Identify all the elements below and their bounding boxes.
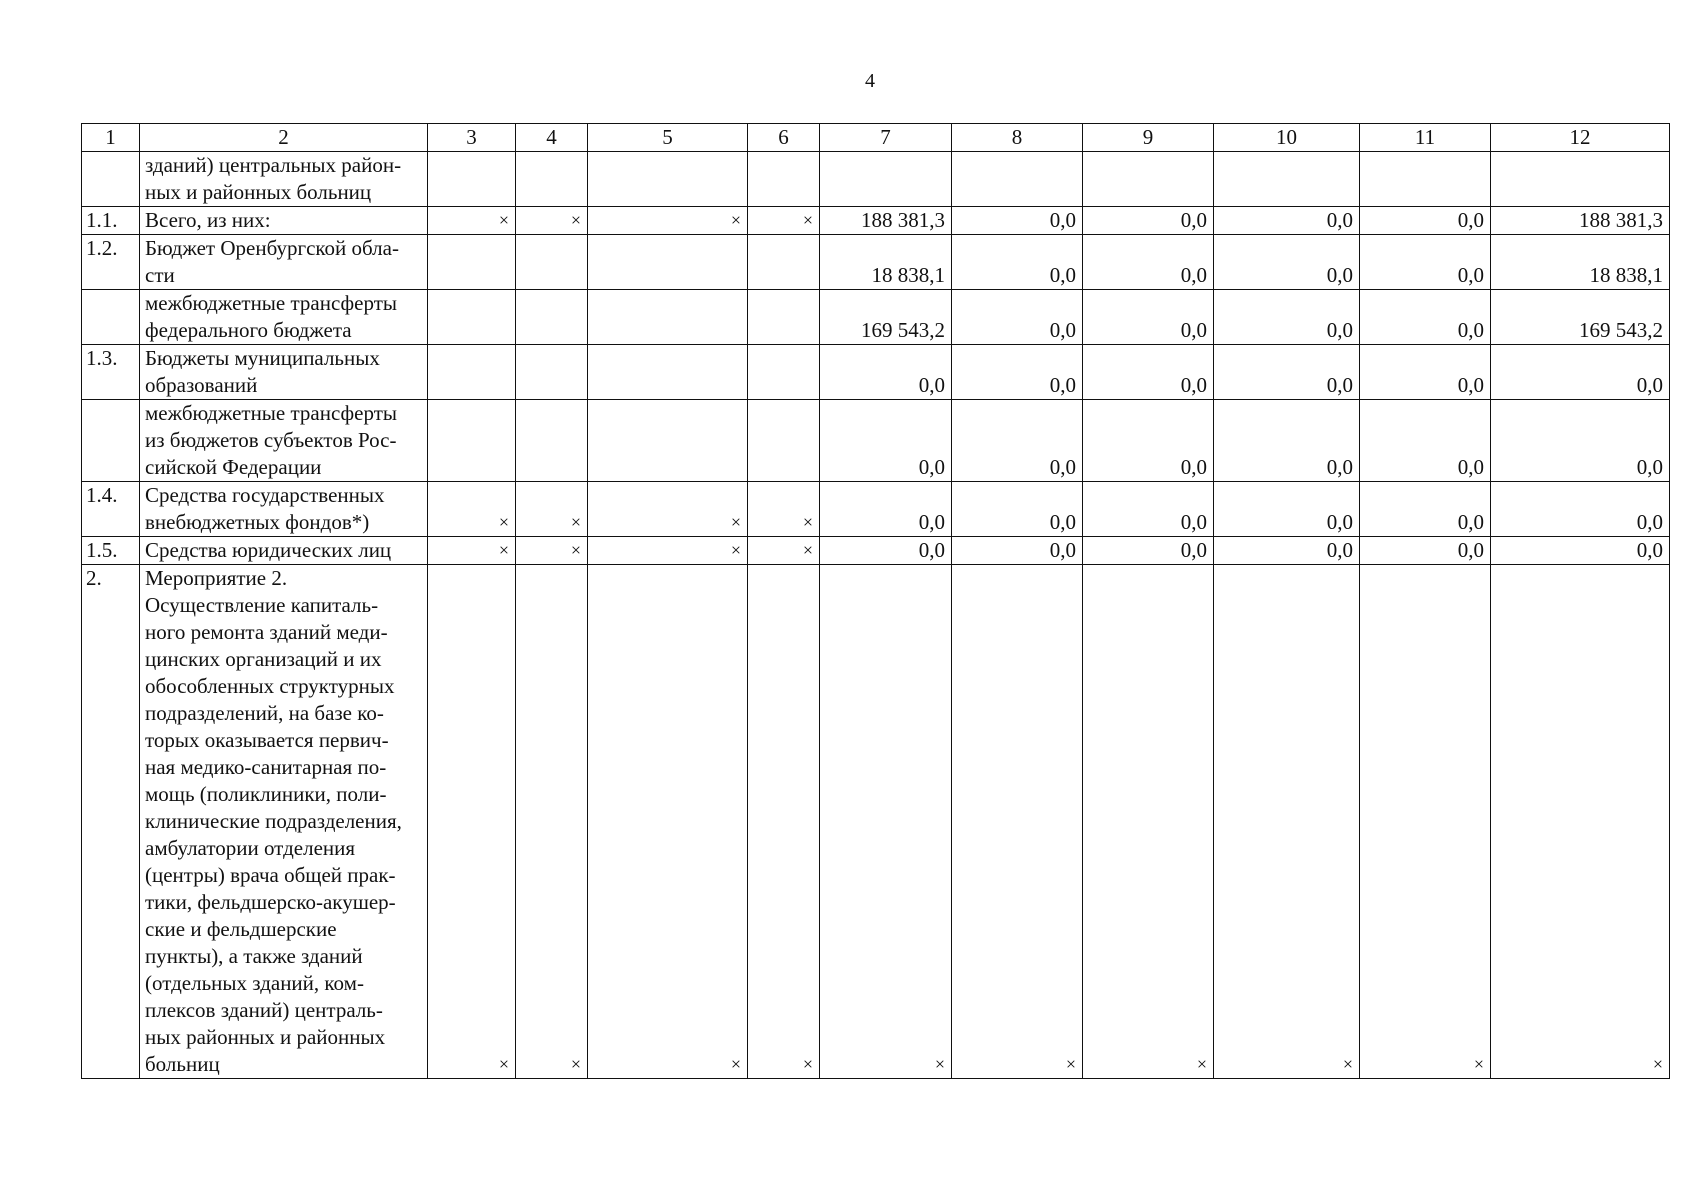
column-header: 3 (428, 124, 516, 152)
table-row (82, 235, 1670, 290)
row-number: 1.2. (82, 235, 140, 290)
column-header: 10 (1214, 124, 1360, 152)
value-cell: × (516, 565, 588, 1079)
value-cell: 0,0 (1214, 482, 1360, 537)
row-name-line: Мероприятие 2. (145, 566, 288, 590)
value-cell: × (428, 565, 516, 1079)
column-header: 9 (1083, 124, 1214, 152)
row-number (82, 400, 140, 482)
row-name-line: Средства государственных (145, 483, 385, 507)
value-cell: 169 543,2 (1491, 290, 1670, 345)
value-cell (1491, 152, 1670, 207)
value-cell: × (588, 537, 748, 565)
row-number: 1.1. (82, 207, 140, 235)
value-cell: 18 838,1 (1491, 235, 1670, 290)
value-cell: × (588, 207, 748, 235)
value-cell: 0,0 (1083, 537, 1214, 565)
value-cell: × (952, 565, 1083, 1079)
value-cell: 0,0 (820, 400, 952, 482)
table-row (82, 207, 1670, 235)
value-cell: 188 381,3 (1491, 207, 1670, 235)
value-cell: 0,0 (1214, 290, 1360, 345)
column-header: 12 (1491, 124, 1670, 152)
row-name (140, 565, 428, 1079)
row-name-line: (центры) врача общей прак- (145, 863, 396, 887)
column-header: 8 (952, 124, 1083, 152)
row-name-line: тики, фельдшерско-акушер- (145, 890, 396, 914)
value-cell: 0,0 (952, 537, 1083, 565)
row-name-line: торых оказывается первич- (145, 728, 389, 752)
value-cell (516, 152, 588, 207)
column-header: 4 (516, 124, 588, 152)
value-cell: 0,0 (1491, 345, 1670, 400)
value-cell: × (588, 482, 748, 537)
value-cell: × (588, 565, 748, 1079)
value-cell: × (748, 537, 820, 565)
value-cell: × (516, 482, 588, 537)
page-number: 4 (865, 70, 875, 92)
row-name-line: внебюджетных фондов*) (145, 510, 370, 534)
value-cell: 0,0 (1083, 290, 1214, 345)
value-cell: × (748, 565, 820, 1079)
row-name-line: ного ремонта зданий меди- (145, 620, 388, 644)
value-cell: 0,0 (952, 345, 1083, 400)
value-cell: 0,0 (1360, 345, 1491, 400)
value-cell: 0,0 (1083, 345, 1214, 400)
value-cell: 169 543,2 (820, 290, 952, 345)
value-cell (1214, 152, 1360, 207)
table-row (82, 345, 1670, 400)
budget-table (81, 123, 1670, 1079)
value-cell: 0,0 (1360, 235, 1491, 290)
value-cell (1083, 152, 1214, 207)
value-cell (748, 152, 820, 207)
value-cell: 0,0 (1491, 400, 1670, 482)
row-name-line: Всего, из них: (145, 208, 271, 232)
row-name-line: (отдельных зданий, ком- (145, 971, 364, 995)
row-name-line: цинских организаций и их (145, 647, 382, 671)
value-cell: 0,0 (1083, 400, 1214, 482)
row-name (140, 537, 428, 565)
row-name-line: федерального бюджета (145, 318, 352, 342)
value-cell (748, 235, 820, 290)
row-name-line: пункты), а также зданий (145, 944, 363, 968)
value-cell: 0,0 (1083, 207, 1214, 235)
value-cell: 0,0 (1360, 482, 1491, 537)
value-cell (428, 400, 516, 482)
value-cell: 0,0 (1214, 400, 1360, 482)
value-cell (952, 152, 1083, 207)
row-name-line: ных и районных больниц (145, 180, 372, 204)
value-cell: 0,0 (1360, 400, 1491, 482)
row-name-line: ная медико-санитарная по- (145, 755, 387, 779)
row-name-line: ские и фельдшерские (145, 917, 337, 941)
value-cell: 18 838,1 (820, 235, 952, 290)
row-name-line: мощь (поликлиники, поли- (145, 782, 387, 806)
value-cell (748, 345, 820, 400)
row-number: 1.5. (82, 537, 140, 565)
value-cell: × (428, 482, 516, 537)
value-cell: 0,0 (1083, 482, 1214, 537)
value-cell: 0,0 (952, 207, 1083, 235)
value-cell: 0,0 (1360, 537, 1491, 565)
value-cell: 0,0 (952, 235, 1083, 290)
row-name (140, 152, 428, 207)
value-cell: 0,0 (820, 482, 952, 537)
value-cell (748, 400, 820, 482)
value-cell: × (428, 207, 516, 235)
table-row (82, 565, 1670, 1079)
column-header: 11 (1360, 124, 1491, 152)
value-cell: × (516, 537, 588, 565)
value-cell: 0,0 (952, 482, 1083, 537)
value-cell: × (820, 565, 952, 1079)
value-cell: 0,0 (1491, 482, 1670, 537)
row-name-line: зданий) центральных район- (145, 153, 402, 177)
value-cell (588, 290, 748, 345)
value-cell: 0,0 (820, 537, 952, 565)
row-name-line: образований (145, 373, 258, 397)
row-name-line: межбюджетные трансферты (145, 401, 397, 425)
value-cell (588, 235, 748, 290)
column-header: 5 (588, 124, 748, 152)
table-row (82, 400, 1670, 482)
value-cell (820, 152, 952, 207)
row-name-line: плексов зданий) централь- (145, 998, 383, 1022)
value-cell (588, 152, 748, 207)
value-cell (1360, 152, 1491, 207)
value-cell (748, 290, 820, 345)
value-cell: 0,0 (1360, 207, 1491, 235)
row-number (82, 290, 140, 345)
row-name-line: обособленных структурных (145, 674, 395, 698)
value-cell: × (1083, 565, 1214, 1079)
row-name (140, 400, 428, 482)
value-cell: 0,0 (1214, 207, 1360, 235)
value-cell (428, 235, 516, 290)
value-cell: 0,0 (1214, 235, 1360, 290)
table-row (82, 290, 1670, 345)
value-cell: 0,0 (952, 290, 1083, 345)
row-name-line: ных районных и районных (145, 1025, 386, 1049)
value-cell: × (1214, 565, 1360, 1079)
row-name-line: Осуществление капиталь- (145, 593, 379, 617)
value-cell: 0,0 (1491, 537, 1670, 565)
table-body (82, 124, 1670, 1079)
column-header: 1 (82, 124, 140, 152)
column-header: 7 (820, 124, 952, 152)
table-row (82, 537, 1670, 565)
value-cell (516, 400, 588, 482)
row-name-line: Бюджет Оренбургской обла- (145, 236, 399, 260)
row-name (140, 345, 428, 400)
row-name-line: из бюджетов субъектов Рос- (145, 428, 397, 452)
row-name-line: подразделений, на базе ко- (145, 701, 384, 725)
value-cell: 0,0 (1083, 235, 1214, 290)
row-name-line: межбюджетные трансферты (145, 291, 397, 315)
row-number (82, 152, 140, 207)
row-name-line: Средства юридических лиц (145, 538, 392, 562)
table-row (82, 152, 1670, 207)
value-cell (428, 290, 516, 345)
value-cell: × (1360, 565, 1491, 1079)
value-cell (516, 235, 588, 290)
value-cell: × (428, 537, 516, 565)
value-cell: × (1491, 565, 1670, 1079)
value-cell (428, 345, 516, 400)
value-cell (428, 152, 516, 207)
row-name (140, 290, 428, 345)
row-name-line: сийской Федерации (145, 455, 322, 479)
value-cell: × (748, 482, 820, 537)
column-number-row (82, 124, 1670, 152)
value-cell: 0,0 (1214, 345, 1360, 400)
column-header: 2 (140, 124, 428, 152)
row-name-line: сти (145, 263, 175, 287)
row-number: 1.4. (82, 482, 140, 537)
value-cell (516, 345, 588, 400)
row-name-line: амбулатории отделения (145, 836, 356, 860)
row-name (140, 207, 428, 235)
row-number: 1.3. (82, 345, 140, 400)
value-cell: 0,0 (1360, 290, 1491, 345)
value-cell: 0,0 (820, 345, 952, 400)
value-cell: × (748, 207, 820, 235)
row-name-line: больниц (145, 1052, 220, 1076)
row-name (140, 235, 428, 290)
table-row (82, 482, 1670, 537)
value-cell: × (516, 207, 588, 235)
value-cell: 188 381,3 (820, 207, 952, 235)
row-name (140, 482, 428, 537)
row-name-line: клинические подразделения, (145, 809, 402, 833)
value-cell: 0,0 (1214, 537, 1360, 565)
value-cell (516, 290, 588, 345)
value-cell (588, 400, 748, 482)
row-number: 2. (82, 565, 140, 1079)
row-name-line: Бюджеты муниципальных (145, 346, 380, 370)
value-cell: 0,0 (952, 400, 1083, 482)
column-header: 6 (748, 124, 820, 152)
value-cell (588, 345, 748, 400)
